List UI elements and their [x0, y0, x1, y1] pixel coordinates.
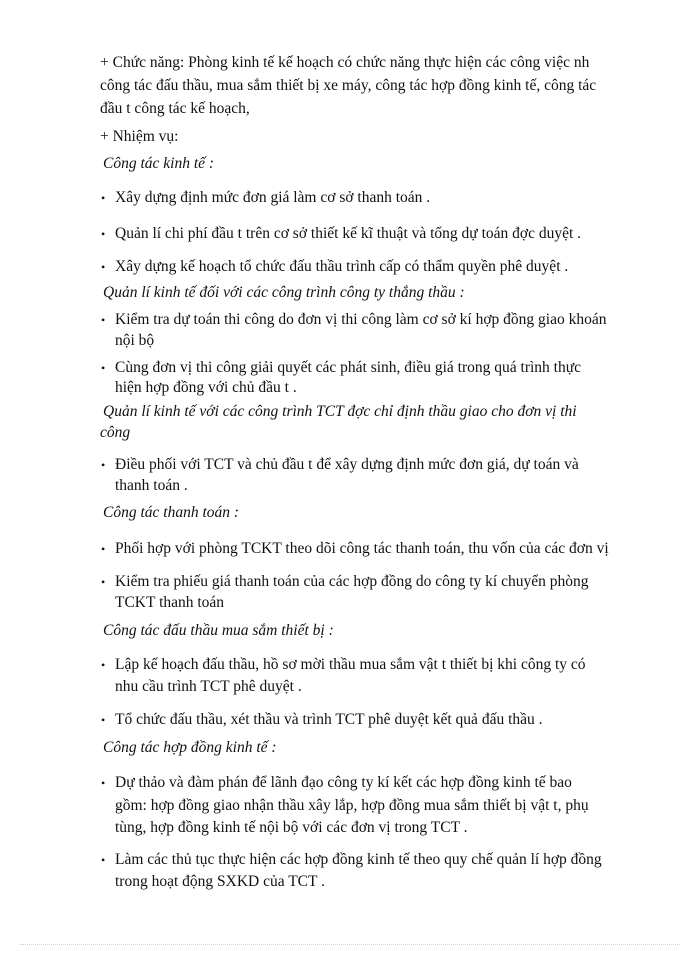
list-item-continuation: TCKT thanh toán	[115, 594, 225, 611]
page-bottom-divider	[20, 944, 680, 945]
function-text: công tác đấu thầu, mua sắm thiết bị xe máy, công tác hợp đồng kinh tế, công tác	[100, 77, 597, 94]
list-item: Tổ chức đấu thầu, xét thầu và trình TCT phê duyệt kết quả đấu thầu .	[115, 711, 543, 728]
section-heading: Quản lí kinh tế đối với các công trình công ty thắng thầu :	[103, 284, 465, 301]
list-item: Kiểm tra dự toán thi công do đơn vị thi công làm cơ sở kí hợp đồng giao khoán	[115, 311, 607, 328]
list-item: Điều phối với TCT và chủ đầu t để xây dựng định mức đơn giá, dự toán và	[115, 456, 579, 473]
bullet-icon: •	[101, 853, 106, 867]
list-item: Dự thảo và đàm phán để lãnh đạo công ty kí kết các hợp đồng kinh tế bao	[115, 774, 572, 791]
list-item-continuation: trong hoạt động SXKD của TCT .	[115, 873, 325, 890]
bullet-icon: •	[101, 575, 106, 589]
list-item: Kiểm tra phiếu giá thanh toán của các hợp đồng do công ty kí chuyển phòng	[115, 573, 589, 590]
list-item: Cùng đơn vị thi công giải quyết các phát sinh, điều giá trong quá trình thực	[115, 359, 582, 376]
section-heading: Công tác kinh tế :	[103, 155, 215, 172]
section-heading: Công tác thanh toán :	[103, 504, 240, 521]
bullet-icon: •	[101, 191, 106, 205]
section-heading: Quản lí kinh tế với các công trình TCT đợc chỉ định thầu giao cho đơn vị thi	[103, 403, 577, 420]
list-item-continuation: tùng, hợp đồng kinh tế nội bộ với các đơn vị trong TCT .	[115, 819, 468, 836]
list-item-continuation: hiện hợp đồng với chủ đầu t .	[115, 379, 297, 396]
function-text: + Chức năng: Phòng kinh tế kế hoạch có chức năng thực hiện các công việc nh	[100, 54, 590, 71]
bullet-icon: •	[101, 458, 106, 472]
bullet-icon: •	[101, 361, 106, 375]
list-item-continuation: nội bộ	[115, 332, 155, 349]
list-item: Phối hợp với phòng TCKT theo dõi công tác thanh toán, thu vốn của các đơn vị	[115, 540, 609, 557]
section-heading: Công tác đấu thầu mua sắm thiết bị :	[103, 622, 334, 639]
bullet-icon: •	[101, 227, 106, 241]
section-heading-continuation: công	[100, 424, 131, 441]
function-text: đầu t công tác kế hoạch,	[100, 100, 250, 117]
list-item: Lập kế hoạch đấu thầu, hồ sơ mời thầu mua sắm vật t thiết bị khi công ty có	[115, 656, 586, 673]
list-item-continuation: nhu cầu trình TCT phê duyệt .	[115, 678, 302, 695]
list-item-continuation: gồm: hợp đồng giao nhận thầu xây lắp, hợp đồng mua sắm thiết bị vật t, phụ	[115, 797, 589, 814]
list-item: Làm các thủ tục thực hiện các hợp đồng kinh tế theo quy chế quản lí hợp đồng	[115, 851, 602, 868]
list-item: Quản lí chi phí đầu t trên cơ sở thiết kế kĩ thuật và tổng dự toán đợc duyệt .	[115, 225, 582, 242]
bullet-icon: •	[101, 313, 106, 327]
duties-heading: + Nhiệm vụ:	[100, 128, 179, 145]
bullet-icon: •	[101, 658, 106, 672]
list-item: Xây dựng định mức đơn giá làm cơ sở thanh toán .	[115, 189, 431, 206]
section-heading: Công tác hợp đồng kinh tế :	[103, 739, 277, 756]
list-item: Xây dựng kế hoạch tổ chức đấu thầu trình cấp có thẩm quyền phê duyệt .	[115, 258, 569, 275]
bullet-icon: •	[101, 260, 106, 274]
bullet-icon: •	[101, 776, 106, 790]
list-item-continuation: thanh toán .	[115, 477, 188, 494]
bullet-icon: •	[101, 542, 106, 556]
bullet-icon: •	[101, 713, 106, 727]
